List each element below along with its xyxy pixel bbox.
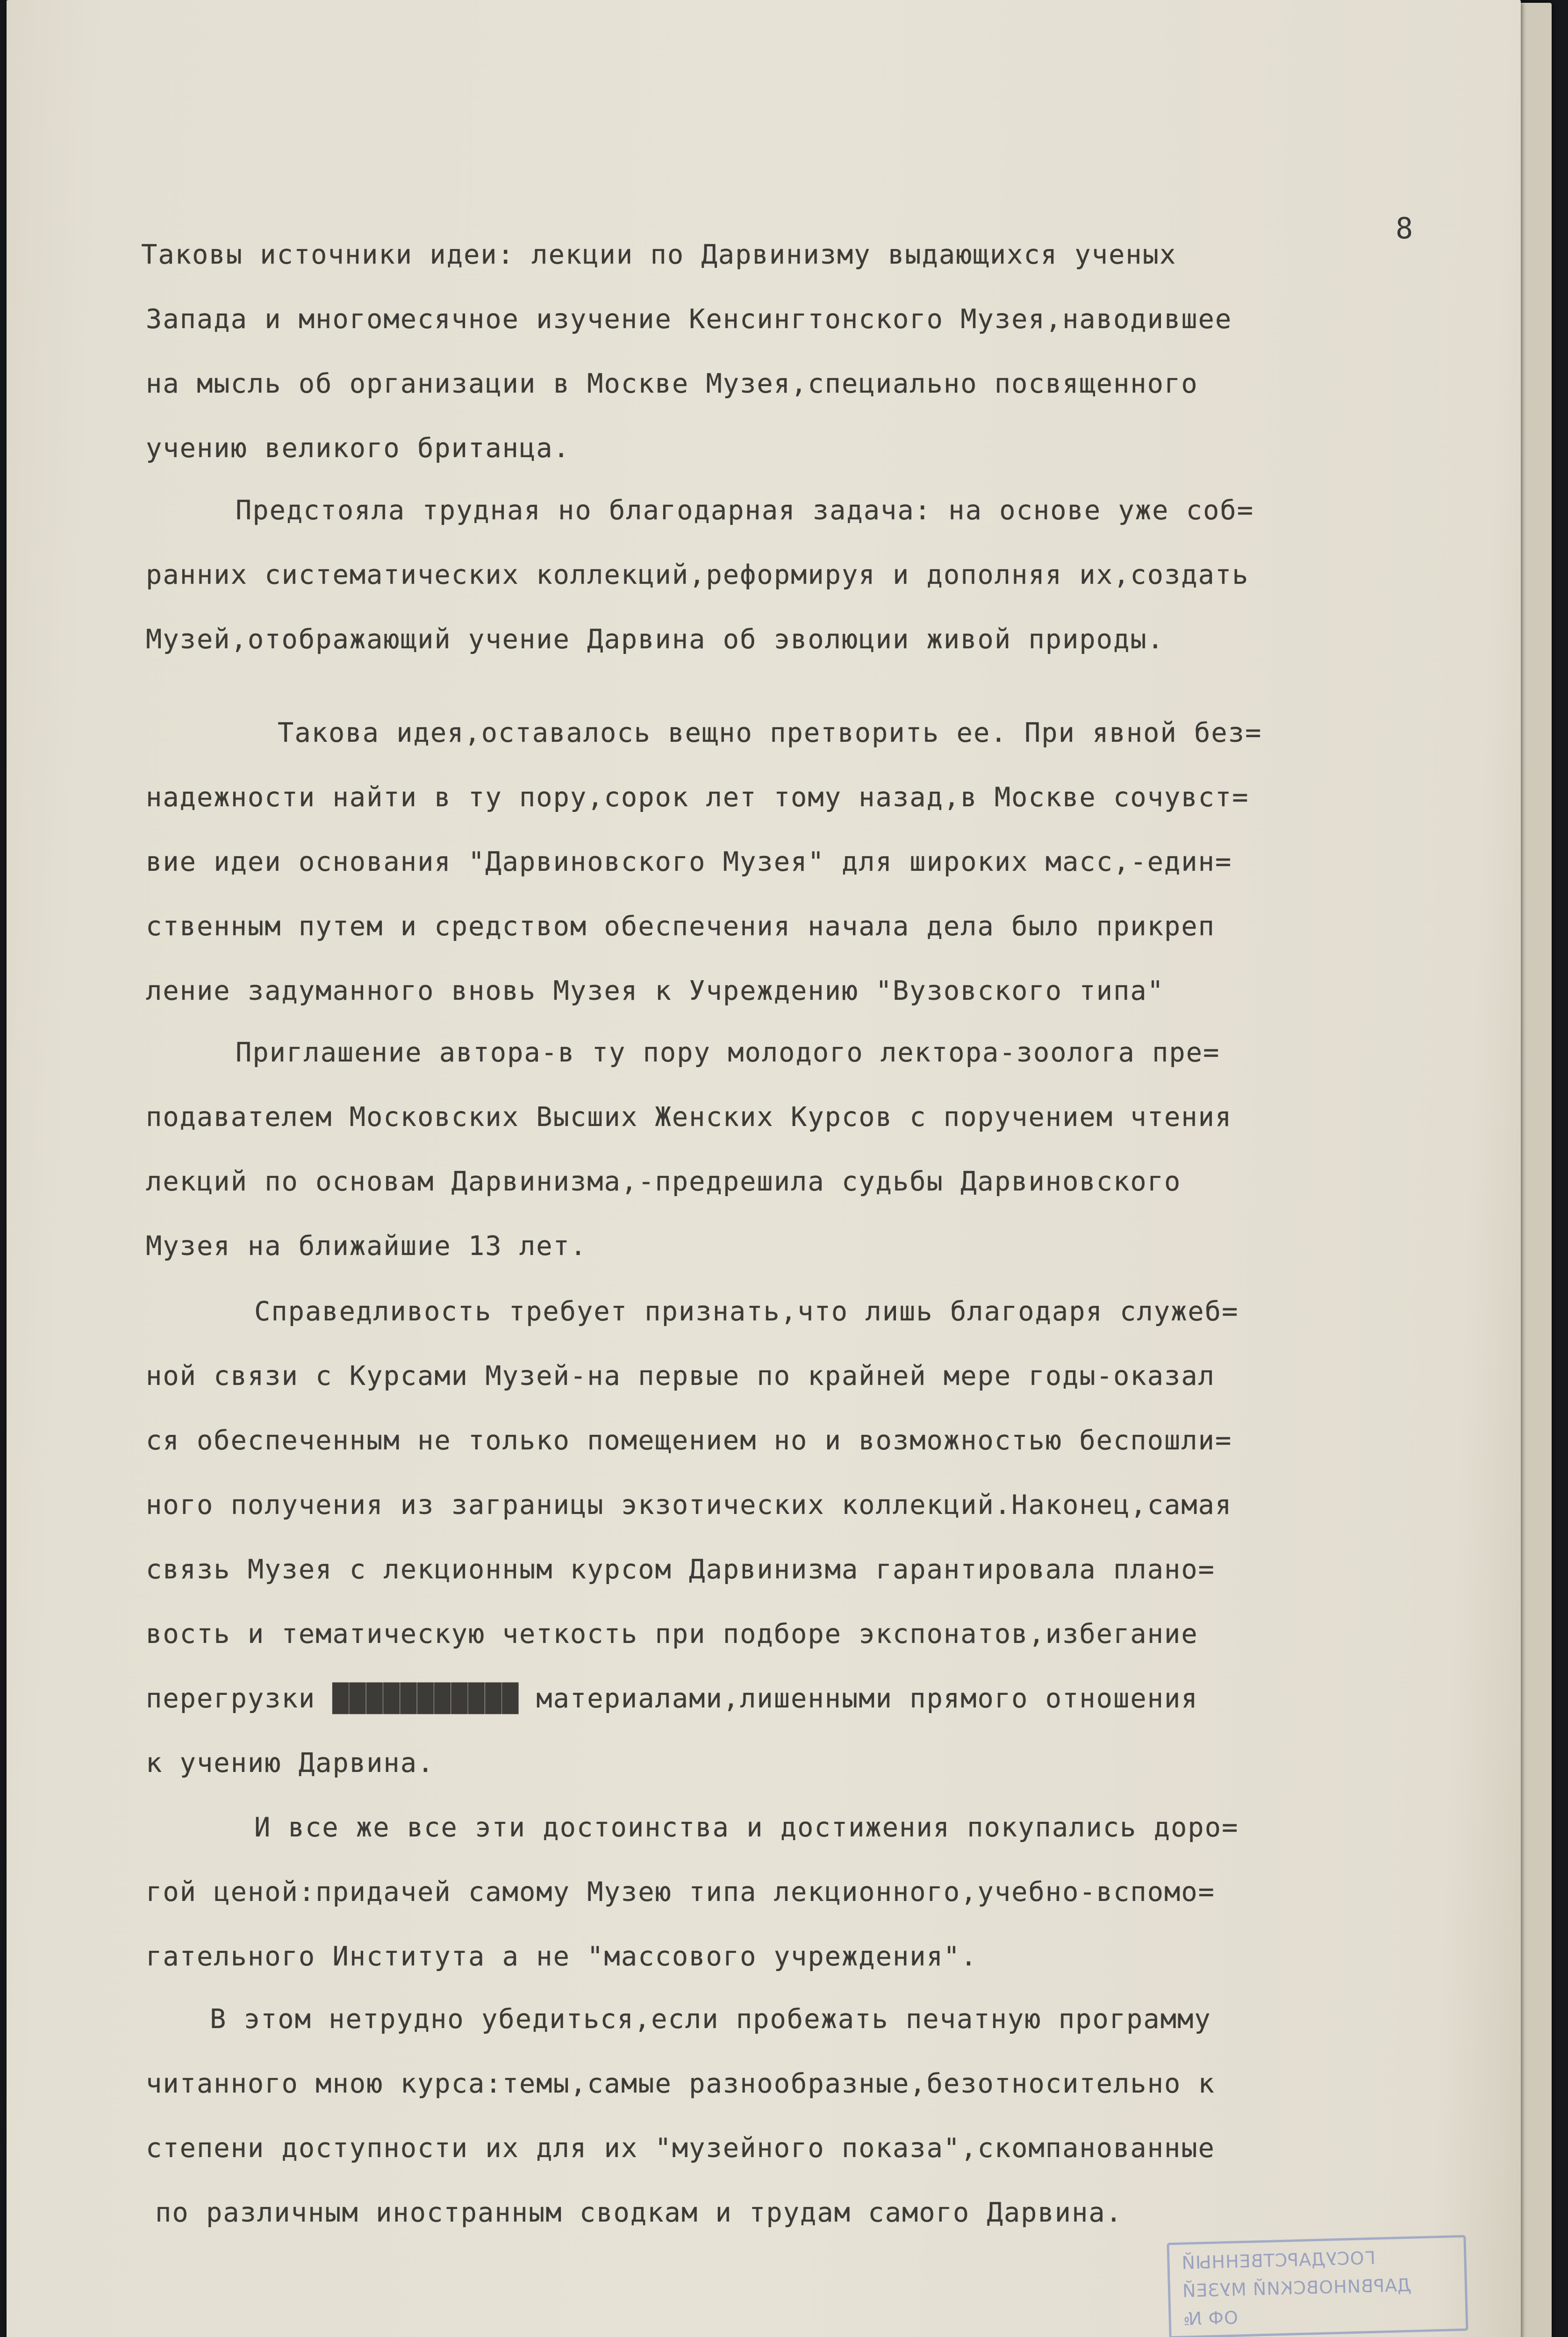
text-line: В этом нетрудно убедиться,если пробежать печатную программу (210, 2004, 1211, 2035)
text-line: ранних систематических коллекций,реформируя и дополняя их,создать (146, 559, 1249, 590)
text-line: надежности найти в ту пору,сорок лет тому назад,в Москве сочувст= (146, 782, 1249, 813)
stamp-text: ОФ № (1182, 2307, 1239, 2330)
text-line: связь Музея с лекционным курсом Дарвинизма гарантировала плано= (146, 1554, 1215, 1585)
text-line: гой ценой:придачей самому Музею типа лекционного,учебно-вспомо= (146, 1877, 1215, 1907)
text-line: Такова идея,оставалось вещно претворить ее. При явной без= (278, 717, 1262, 748)
text-line: по различным иностранным сводкам и трудам самого Дарвина. (155, 2197, 1123, 2228)
text-line: Предстояла трудная но благодарная задача: на основе уже соб= (236, 495, 1254, 526)
stamp-text: ДАРВИНОВСКИЙ МУЗЕЙ (1181, 2274, 1412, 2301)
text-line: Таковы источники идеи: лекции по Дарвинизму выдающихся ученых (141, 239, 1177, 270)
text-line: Музея на ближайшие 13 лет. (146, 1231, 587, 1262)
page-number: 8 (1396, 211, 1413, 245)
typewritten-text (7, 0, 1521, 2337)
text-line: ной связи с Курсами Музей-на первые по крайней мере годы-оказал (146, 1361, 1215, 1391)
text-line: вие идеи основания "Дарвиновского Музея" для широких масс,-един= (146, 846, 1232, 877)
text-line: гательного Института а не "массового учреждения". (146, 1941, 978, 1972)
text-line: лекций по основам Дарвинизма,-предрешила судьбы Дарвиновского (146, 1166, 1181, 1197)
text-line: подавателем Московских Высших Женских Курсов с поручением чтения (146, 1102, 1232, 1133)
text-line: учению великого британца. (146, 433, 570, 464)
text-line: перегрузки ███████████ материалами,лишенными прямого отношения (146, 1683, 1198, 1714)
stamp-text: ГОСУДАРСТВЕННЫЙ (1181, 2247, 1376, 2273)
text-line: вость и тематическую четкость при подборе экспонатов,избегание (146, 1619, 1198, 1649)
text-line: Запада и многомесячное изучение Кенсингтонского Музея,наводившее (146, 304, 1232, 335)
text-line: степени доступности их для их "музейного показа",скомпанованные (146, 2133, 1215, 2164)
text-line: Справедливость требует признать,что лишь благодаря служеб= (254, 1296, 1239, 1327)
text-line: Приглашение автора-в ту пору молодого лектора-зоолога пре= (236, 1037, 1220, 1068)
text-line: ся обеспеченным не только помещением но и возможностью беспошли= (146, 1425, 1232, 1456)
text-line: читанного мною курса:темы,самые разнообразные,безотносительно к (146, 2068, 1215, 2099)
document-page (7, 0, 1521, 2337)
text-line: к учению Дарвина. (146, 1748, 435, 1778)
text-line: ление задуманного вновь Музея к Учреждению "Вузовского типа" (146, 975, 1165, 1006)
text-line: Музей,отображающий учение Дарвина об эволюции живой природы. (146, 624, 1165, 655)
text-line: на мысль об организации в Москве Музея,специально посвященного (146, 368, 1198, 399)
text-line: ного получения из заграницы экзотических коллекций.Наконец,самая (146, 1490, 1232, 1520)
text-line: ственным путем и средством обеспечения начала дела было прикреп (146, 911, 1215, 942)
text-line: И все же все эти достоинства и достижения покупались доро= (254, 1812, 1239, 1843)
archive-stamp (1167, 2235, 1468, 2337)
